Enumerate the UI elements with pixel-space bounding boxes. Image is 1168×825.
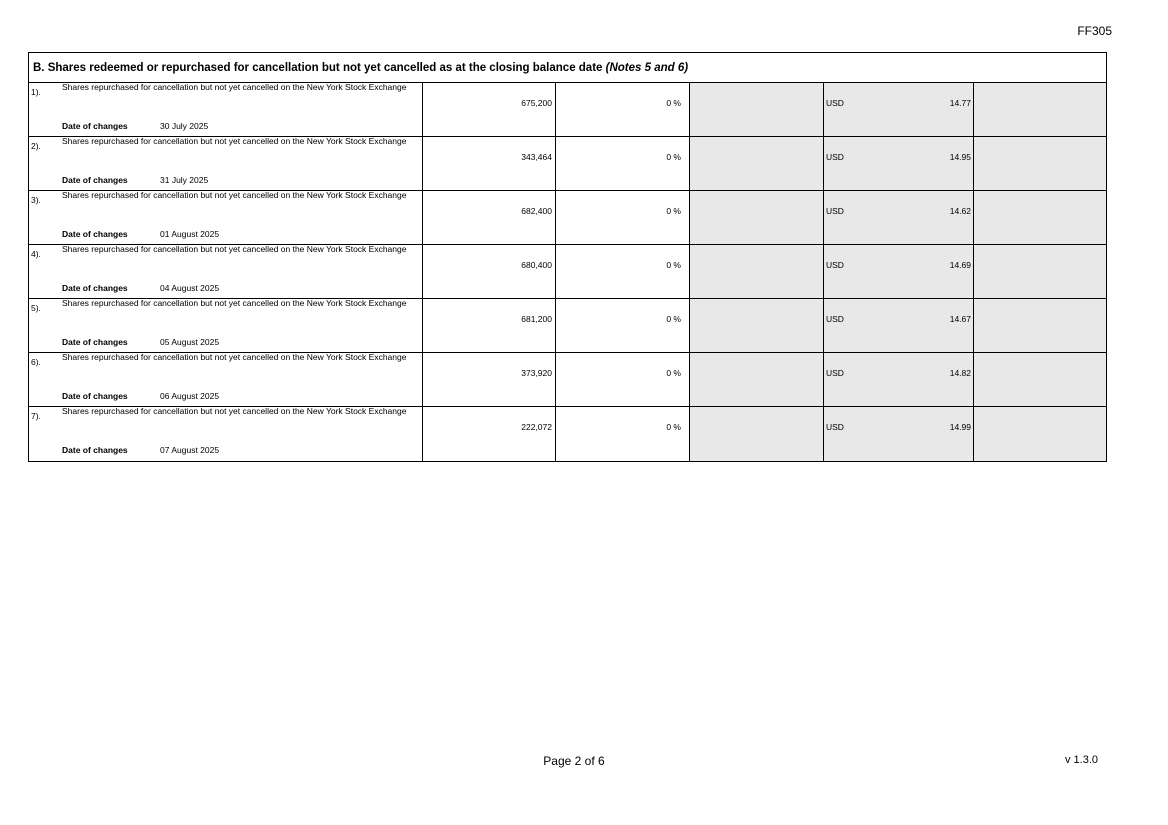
price-value: 14.69 [949,260,971,270]
shares-count: 681,200 [423,299,556,352]
shares-count: 343,464 [423,137,556,190]
price-cell [824,299,974,352]
shaded-cell [974,407,1106,461]
row-index: 2). [31,141,41,151]
shaded-cell [690,353,824,406]
shaded-cell [690,245,824,298]
row-index: 7). [31,411,41,421]
price-cell [824,191,974,244]
percent-value: 0 % [556,245,690,298]
form-code: FF305 [1077,24,1112,38]
percent-value: 0 % [556,191,690,244]
row-index: 6). [31,357,41,367]
price-cell [824,245,974,298]
page-number: Page 2 of 6 [543,754,605,768]
row-description: Shares repurchased for cancellation but not yet cancelled on the New York Stock Exchange [62,136,407,146]
shaded-cell [974,245,1106,298]
table-row [29,407,1106,461]
description-cell [29,299,423,352]
date-of-changes-value: 30 July 2025 [160,121,209,131]
percent-value: 0 % [556,83,690,136]
date-of-changes-value: 01 August 2025 [160,229,220,239]
row-index: 5). [31,303,41,313]
shares-count: 675,200 [423,83,556,136]
shares-count: 373,920 [423,353,556,406]
shaded-cell [690,407,824,461]
shaded-cell [690,191,824,244]
date-of-changes-value: 31 July 2025 [160,175,209,185]
date-of-changes-value: 07 August 2025 [160,445,220,455]
percent-value: 0 % [556,407,690,461]
shares-count: 680,400 [423,245,556,298]
price-cell [824,407,974,461]
table-row [29,245,1106,299]
description-cell [29,407,423,461]
section-title [29,53,1106,83]
percent-value: 0 % [556,137,690,190]
shaded-cell [690,83,824,136]
row-description: Shares repurchased for cancellation but not yet cancelled on the New York Stock Exchange [62,244,407,254]
currency: USD [826,422,844,432]
table-row [29,191,1106,245]
description-cell [29,353,423,406]
currency: USD [826,260,844,270]
price-value: 14.82 [949,368,971,378]
price-cell [824,83,974,136]
currency: USD [826,152,844,162]
date-of-changes-label: Date of changes [62,391,128,401]
row-description: Shares repurchased for cancellation but not yet cancelled on the New York Stock Exchange [62,352,407,362]
row-index: 1). [31,87,41,97]
date-of-changes-value: 06 August 2025 [160,391,220,401]
date-of-changes-label: Date of changes [62,445,128,455]
table-row [29,353,1106,407]
shaded-cell [974,299,1106,352]
date-of-changes-label: Date of changes [62,175,128,185]
shaded-cell [690,299,824,352]
date-of-changes-label: Date of changes [62,229,128,239]
date-of-changes-value: 04 August 2025 [160,283,220,293]
section-title-text: B. Shares redeemed or repurchased for cancellation but not yet cancelled as at the closing balance date [33,62,606,74]
row-index: 4). [31,249,41,259]
shaded-cell [974,137,1106,190]
section-notes: (Notes 5 and 6) [605,62,689,74]
price-value: 14.99 [949,422,971,432]
table-row [29,299,1106,353]
shaded-cell [974,83,1106,136]
row-description: Shares repurchased for cancellation but not yet cancelled on the New York Stock Exchange [62,190,407,200]
description-cell [29,191,423,244]
date-of-changes-label: Date of changes [62,283,128,293]
row-description: Shares repurchased for cancellation but not yet cancelled on the New York Stock Exchange [62,82,407,92]
shaded-cell [974,353,1106,406]
shaded-cell [690,137,824,190]
repurchased-shares-section [28,52,1107,462]
description-cell [29,137,423,190]
date-of-changes-label: Date of changes [62,121,128,131]
price-value: 14.77 [949,98,971,108]
shares-count: 682,400 [423,191,556,244]
percent-value: 0 % [556,299,690,352]
date-of-changes-value: 05 August 2025 [160,337,220,347]
description-cell [29,245,423,298]
currency: USD [826,368,844,378]
percent-value: 0 % [556,353,690,406]
currency: USD [826,206,844,216]
repurchase-rows [29,83,1106,461]
date-of-changes-label: Date of changes [62,337,128,347]
table-row [29,137,1106,191]
currency: USD [826,98,844,108]
price-value: 14.62 [949,206,971,216]
row-index: 3). [31,195,41,205]
price-value: 14.67 [949,314,971,324]
price-cell [824,353,974,406]
currency: USD [826,314,844,324]
description-cell [29,83,423,136]
row-description: Shares repurchased for cancellation but not yet cancelled on the New York Stock Exchange [62,298,407,308]
shaded-cell [974,191,1106,244]
version-label: v 1.3.0 [1064,754,1098,766]
price-cell [824,137,974,190]
row-description: Shares repurchased for cancellation but not yet cancelled on the New York Stock Exchange [62,406,407,416]
price-value: 14.95 [949,152,971,162]
table-row [29,83,1106,137]
shares-count: 222,072 [423,407,556,461]
